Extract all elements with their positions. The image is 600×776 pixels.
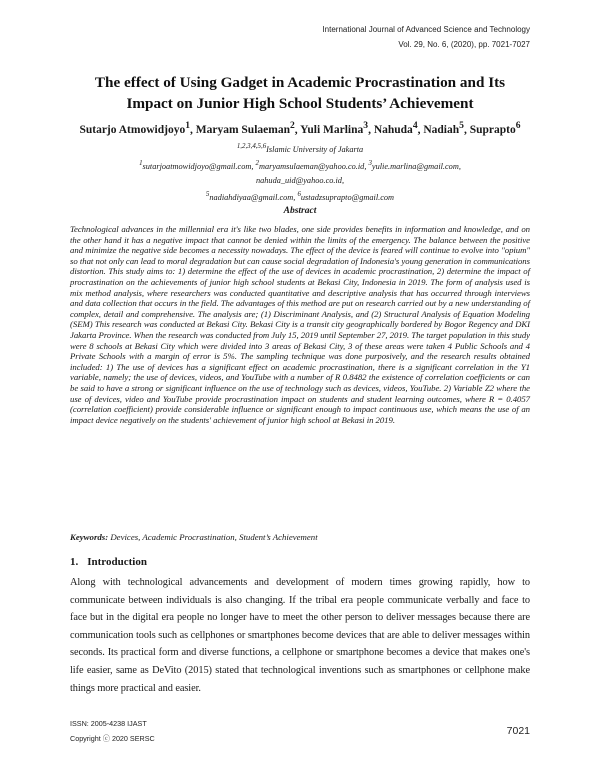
author-sup: 6 (515, 120, 521, 131)
affiliation (60, 140, 540, 157)
author-name: Suprapto (469, 123, 516, 136)
keywords-values: Devices, Academic Procrastination, Student’s Achievement (110, 532, 318, 542)
email-line-2: nahuda_uid@yahoo.co.id, (255, 175, 345, 185)
affiliation-name: Islamic University of Jakarta (266, 144, 364, 154)
email-link[interactable]: nahuda_uid@yahoo.co.id (255, 175, 342, 185)
email-sup: 1 (139, 159, 143, 167)
keywords (70, 532, 530, 543)
author-name: Maryam Sulaeman (195, 123, 290, 136)
author-name: Sutarjo Atmowidjoyo (79, 123, 186, 136)
abstract-text: Technological advances in the millennial era it's like two blades, one side provides benefits in information and knowledge, and on the other hand it has a negative impact that cannot be denied within the limits of the emergency. The balance between the positive and minimize the negative side becomes a necessity nowadays. The effect of the device is feared will continue to evolve into "opium" so that not only can lead to moral degradation but can cause social degradation of Indonesia's young generation in communications distortion. This study aims to: 1) determine the effect of the use of devices in academic procrastination, 2) determine the impact of procrastination on the achievements of junior high school students at Bekasi City, Indonesia in 2019. The form of analysis used is mix method analysis, where researchers was conducted quantitative and descriptive analysis that has occurred through interviews and data collection that occurs in the field. The advantages of this method are put on research carried out by a new understanding of complex, detail and comprehensive. The analysis are; (1) Discriminant Analysis, and (2) Structural Analysis of Equation Modeling (SEM) This research was conducted at Bekasi City. Bekasi City is a transit city geographically bordered by Bogor Regency and DKI Jakarta Province. When the research was conducted from July 15, 2019 until September 27, 2019. The target population in this study were 8 schools at Bekasi City which were divided into 3 areas of Bekasi City, 3 of these areas were taken 4 Public Schools and 4 Private Schools with a margin of error is 5%. The sampling technique was done purposively, and the research results obtained included: 1) The use of devices has a significant effect on academic procrastination, there is a significant correlation in the Y1 variable, namely; the use of devices, videos, and YouTube with a number of R 0.8482 the existence of correlation coefficients or can be said to have a strong or significant influence on the use of technology such as devices, videos, YouTube. 2) Variable Z2 where the use of devices, video and YouTube provide procrastination impact on students and student learning outcomes, where R = 0.4057 (correlation coefficient) provide considerable influence or significant enough to impact continuous use, which means the use of an impact device negatively on the students' achievement of junior high school at Bekasi in 2019. (70, 224, 530, 425)
email-sup: 2 (255, 159, 259, 167)
email-sup: 5 (205, 190, 210, 198)
footer (70, 716, 155, 746)
author-list: Sutarjo Atmowidjoyo$^1$, Maryam Sulaeman$^2$, Yuli Marlina$^3$, Nahuda$^4$, Nadiah$^5$, Suprapto$^6$ (79, 120, 521, 136)
author-sup: 5 (459, 120, 464, 131)
introduction-text: Along with technological advancements and development of modern times growing rapidly, how to communicate between individuals is also changing. If the tribal era people communicate verbally and face to face but in the digital era people no longer have to meet the other person to deliver messages because there are communication tools such as cellphones or smartphones become devices that are able to deliver messages within seconds. Its practical form and diverse functions, a cellphone or smartphone becomes a device that makes one's life easier, same as DeVito (2015) stated that technological inventions such as smartphones or cellphone make things more practical and easier. (70, 577, 530, 694)
copyright: Copyright ⓒ 2020 SERSC (70, 734, 155, 743)
email-line-1: $^1$sutarjoatmowidjoyo@gmail.com, $^2$maryamsulaeman@yahoo.co.id, $^3$yulie.marlina@gmail.com, (139, 159, 461, 171)
email-line-3: $^5$nadiahdiyaa@gmail.com, $^6$ustadzsuprapto@gmail.com (205, 190, 395, 202)
page-number: 7021 (506, 725, 530, 737)
author-name: Nadiah (423, 123, 460, 136)
volume-info: Vol. 29, No. 6, (2020), pp. 7021-7027 (398, 40, 530, 49)
author-sup: 2 (289, 120, 295, 131)
email-link[interactable]: maryamsulaeman@yahoo.co.id (258, 161, 365, 171)
section-heading-introduction (70, 556, 147, 568)
author-sup: 1 (185, 120, 190, 131)
section-title: Introduction (87, 556, 147, 568)
abstract-heading: Abstract (283, 206, 317, 216)
author-name: Nahuda (373, 123, 413, 136)
email-link[interactable]: nadiahdiyaa@gmail.com (209, 192, 294, 202)
keywords-label: Keywords: (70, 532, 109, 542)
affiliation-block (60, 140, 540, 204)
section-number: 1. (70, 556, 79, 568)
email-sup: 6 (297, 190, 301, 198)
author-sup: 3 (363, 120, 369, 131)
paper-title (60, 72, 540, 114)
email-link[interactable]: sutarjoatmowidjoyo@gmail.com (142, 161, 252, 171)
email-link[interactable]: yulie.marlina@gmail.com (371, 161, 459, 171)
author-sup: 4 (412, 120, 418, 131)
title-line-1: The effect of Using Gadget in Academic Procrastination and Its (94, 74, 506, 91)
email-sup: 3 (368, 159, 372, 167)
title-line-2: Impact on Junior High School Students’ Achievement (126, 95, 474, 112)
journal-name: International Journal of Advanced Science and Technology (322, 25, 530, 34)
issn: ISSN: 2005-4238 IJAST (70, 719, 147, 728)
journal-header (322, 22, 530, 52)
email-link[interactable]: ustadzsuprapto@gmail.com (300, 192, 395, 202)
affiliation-sup: 1,2,3,4,5,6 (236, 143, 267, 150)
author-name: Yuli Marlina (300, 123, 364, 136)
